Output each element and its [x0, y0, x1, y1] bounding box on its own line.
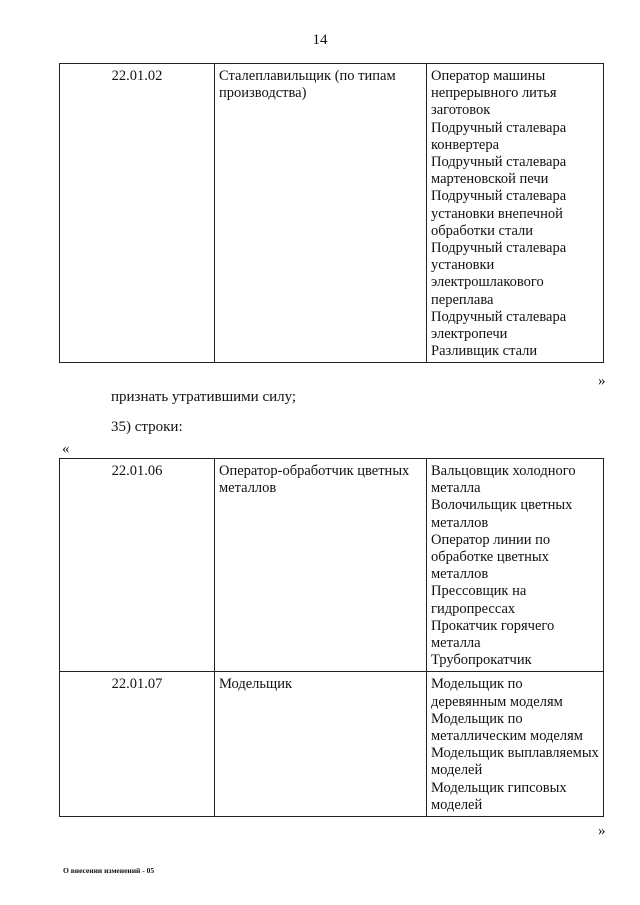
opening-quote: «: [62, 441, 70, 457]
table-row: [60, 459, 604, 672]
profession-name: Оператор-обработчик цветных металлов: [215, 459, 427, 672]
paragraph-invalidate: признать утратившими силу;: [111, 389, 297, 405]
profession-name: Сталеплавильщик (по типам производства): [215, 64, 427, 363]
page-number: 14: [312, 32, 328, 48]
profession-code: 22.01.02: [60, 64, 215, 363]
footer-note: О внесении изменений - 05: [63, 866, 155, 875]
paragraph-item-35: 35) строки:: [111, 419, 183, 435]
closing-quote: »: [598, 823, 606, 839]
table-row: [60, 64, 604, 363]
closing-quote: »: [598, 373, 606, 389]
related-professions: Оператор машины непрерывного литья заготовок Подручный сталевара конвертера Подручный сталевара мартеновской печи Подручный сталевара установки внепечной обработки стали Подручный сталевара установки электрошлакового переплава Подручный сталевара электропечи Разливщик стали: [427, 64, 604, 363]
profession-code: 22.01.06: [60, 459, 215, 672]
professions-table-2: [59, 458, 604, 817]
profession-name: Модельщик: [215, 672, 427, 817]
related-professions: Вальцовщик холодного металла Волочильщик цветных металлов Оператор линии по обработке цветных металлов Прессовщик на гидропрессах Прокатчик горячего металла Трубопрокатчик: [427, 459, 604, 672]
related-professions: Модельщик по деревянным моделям Модельщик по металлическим моделям Модельщик выплавляемых моделей Модельщик гипсовых моделей: [427, 672, 604, 817]
professions-table-1: [59, 63, 604, 363]
table-row: [60, 672, 604, 817]
profession-code: 22.01.07: [60, 672, 215, 817]
